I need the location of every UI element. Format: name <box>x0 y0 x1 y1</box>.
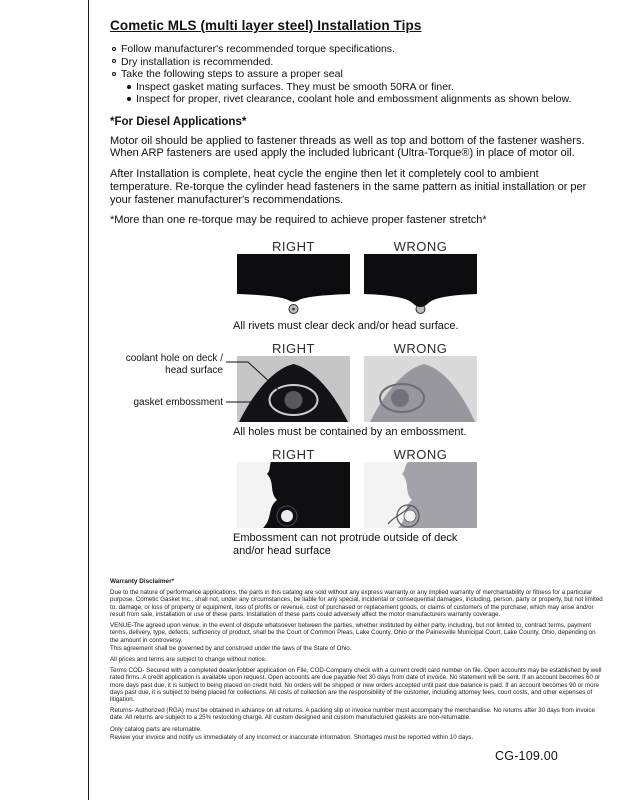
dot-bullet-icon <box>127 97 131 101</box>
left-margin-rule <box>88 0 89 800</box>
legal-section <box>110 578 604 741</box>
page-title: Cometic MLS (multi layer steel) Installation Tips <box>110 18 422 33</box>
rivets-wrong-figure <box>364 254 477 316</box>
circle-bullet-icon <box>112 47 116 51</box>
holes-caption: All holes must be contained by an embossment. <box>233 426 467 439</box>
figure-rivets <box>110 239 604 333</box>
bolt-hole <box>404 510 416 522</box>
gasket-embossment-label: gasket embossment <box>133 397 223 409</box>
legal-paragraph: VENUE-The agreed upon venue, in the event of dispute whatsoever between the parties, whether instituted by either party, including, but not limited to, contract terms, payment terms, delivery, type, defects, sufficiency of product, shall be the Court of Common Pleas, Lake County, Ohio or the Painesville Municipal Court, Lake County, Ohio, depending on the amount in controversy. <box>110 622 596 644</box>
figures-section <box>110 239 604 558</box>
coolant-hole <box>285 391 303 409</box>
coolant-hole <box>391 389 409 407</box>
legal-paragraph: Terms COD- Secured with a completed dealer/jobber application on File, COD-Company check with a current credit card number on file. Open accounts may be established by well rated firms. A credit application is available upon request. Open accounts are due payable Net 30 days from date of invoice. No statement will be sent. If an account becomes 60 or more days past due, it is subject to being placed on credit hold. No orders will be shipped or new orders accepted until past due balance is paid. If an account becomes 90 or more days past due, it is subject to being placed for collections. All costs of collection are the responsibility of the customer, including attorney fees, court costs, and other expenses of litigation. <box>110 667 602 703</box>
legal-paragraph: Due to the nature of performance applications, the parts in this catalog are sold without any express warranty or any implied warranty of merchantability or fitness for a particular purpose. Cometic Gasket Inc., shall not, under any circumstances, be liable for any special, incidental or consequential damages, including, person, party or property, but not limited to, damage, or loss of property or equipment, loss of profits or revenue, cost of purchased or replacement goods, or claims of customers of the purchase, which may arise and/or result from sale, installation or use of these parts. Installation of these parts could adversely affect the motor manufacturers warranty coverage. <box>110 589 603 618</box>
holes-wrong-column <box>364 341 477 422</box>
holes-wrong-figure <box>364 356 477 422</box>
tip-sub-item <box>125 81 604 94</box>
rivets-caption: All rivets must clear deck and/or head surface. <box>233 320 459 333</box>
diesel-paragraph-2: After Installation is complete, heat cycle the engine then let it completely cool to ambient temperature. Re-torque the cylinder head fasteners in the same pattern as initial installation or per your fastener manufacturer's recommendations. <box>110 168 587 206</box>
embossment-wrong-column <box>364 447 477 528</box>
rivets-right-column <box>237 239 350 316</box>
bolt-hole <box>281 510 293 522</box>
right-label: RIGHT <box>272 447 315 463</box>
embossment-wrong-figure <box>364 462 477 528</box>
embossment-right-column <box>237 447 350 528</box>
tip-text: Dry installation is recommended. <box>121 55 274 68</box>
wrong-label: WRONG <box>393 239 448 255</box>
right-label: RIGHT <box>272 341 315 357</box>
tip-item <box>110 43 604 56</box>
legal-paragraph: Returns- Authorized (RGA) must be obtained in advance on all returns. A packing slip or invoice number must accompany the merchandise. No returns after 30 days from invoice date. All returns are subject to a 25% restocking charge. All custom designed and custom manufactured gaskets are non-returnable. <box>110 707 595 722</box>
tip-item <box>110 68 604 81</box>
legal-paragraph: This agreement shall be governed by and construed under the laws of the State of Ohio. <box>110 644 352 652</box>
embossment-caption: Embossment can not protrude outside of deck and/or head surface <box>233 532 458 558</box>
embossment-right-figure <box>237 462 350 528</box>
holes-right-column <box>237 341 350 422</box>
rivets-wrong-column <box>364 239 477 316</box>
tip-text: Follow manufacturer's recommended torque specifications. <box>121 43 395 55</box>
tips-list <box>110 43 604 106</box>
tip-sub-item <box>125 93 604 106</box>
rivets-right-figure <box>237 254 350 316</box>
warranty-disclaimer-heading: Warranty Disclaimer* <box>110 578 175 586</box>
tip-text: Take the following steps to assure a proper seal <box>121 68 343 80</box>
wrong-label: WRONG <box>393 341 448 357</box>
legal-paragraph: All prices and terms are subject to change without notice. <box>110 655 267 663</box>
dot-bullet-icon <box>127 85 131 89</box>
diesel-heading: *For Diesel Applications* <box>110 115 247 128</box>
coolant-hole-label: coolant hole on deck / head surface <box>125 353 223 376</box>
tip-text: Inspect gasket mating surfaces. They must be smooth 50RA or finer. <box>136 80 454 93</box>
tip-item <box>110 56 604 69</box>
tip-text: Inspect for proper, rivet clearance, coolant hole and embossment alignments as shown below. <box>136 93 572 105</box>
circle-bullet-icon <box>112 72 116 76</box>
legal-paragraph: Review your invoice and notify us immediately of any incorrect or inaccurate information. Shortages must be reported within 10 days. <box>110 733 474 741</box>
holes-right-figure <box>237 356 350 422</box>
right-label: RIGHT <box>272 239 315 255</box>
figure-holes <box>110 341 604 439</box>
figure-embossment <box>110 447 604 558</box>
document-number: CG-109.00 <box>495 748 558 763</box>
circle-bullet-icon <box>112 59 116 63</box>
wrong-label: WRONG <box>393 447 448 463</box>
legal-paragraph: Only catalog parts are returnable. <box>110 725 202 733</box>
diesel-paragraph-3: *More than one re-torque may be required to achieve proper fastener stretch* <box>110 214 487 227</box>
diesel-paragraph-1: Motor oil should be applied to fastener threads as well as top and bottom of the fastener washers. When ARP fasteners are used apply the included lubricant (Ultra-Torque®) in place of motor oil. <box>110 134 585 160</box>
